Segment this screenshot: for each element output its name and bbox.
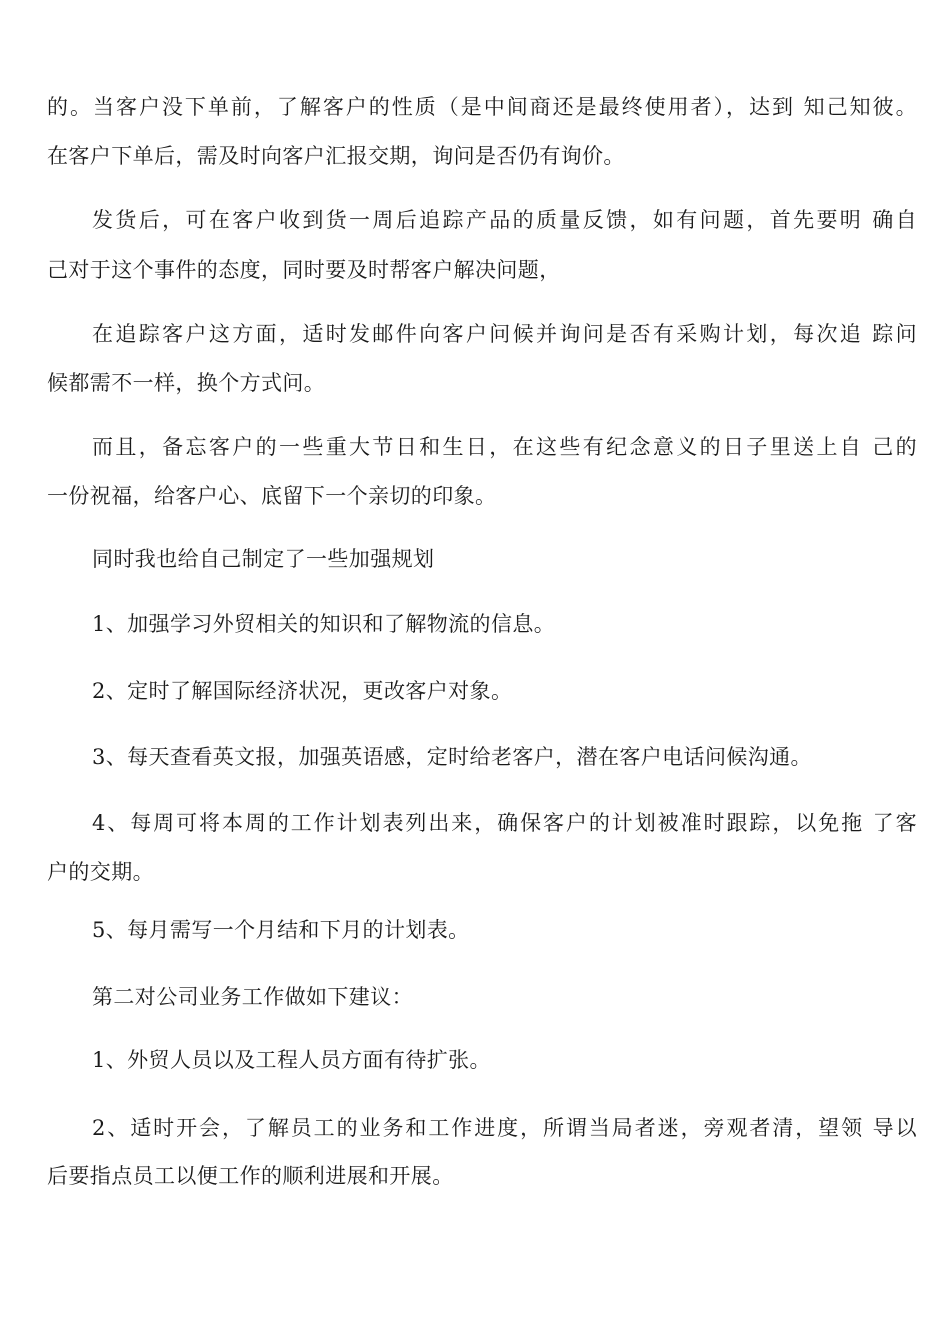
list-item: 2、定时了解国际经济状况，更改客户对象。 bbox=[92, 679, 513, 703]
list-item: 1、外贸人员以及工程人员方面有待扩张。 bbox=[92, 1048, 491, 1072]
list-item: 3、每天查看英文报，加强英语感，定时给老客户，潜在客户电话问候沟通。 bbox=[92, 745, 812, 769]
text-line: 候都需不一样，换个方式问。 bbox=[47, 371, 326, 395]
text-line: 户的交期。 bbox=[47, 860, 154, 884]
list-item: 1、加强学习外贸相关的知识和了解物流的信息。 bbox=[92, 612, 556, 636]
list-item: 2、适时开会，了解员工的业务和工作进度，所谓当局者迷，旁观者清，望领 导以 bbox=[92, 1116, 917, 1140]
section-heading: 第二对公司业务工作做如下建议： bbox=[92, 985, 413, 1009]
text-line: 在客户下单后，需及时向客户汇报交期，询问是否仍有询价。 bbox=[47, 144, 625, 168]
list-item: 5、每月需写一个月结和下月的计划表。 bbox=[92, 918, 470, 942]
list-item: 4、每周可将本周的工作计划表列出来，确保客户的计划被准时跟踪，以免拖 了客 bbox=[92, 811, 917, 835]
text-line: 的。当客户没下单前，了解客户的性质（是中间商还是最终使用者），达到 知己知彼。 bbox=[47, 95, 917, 119]
text-line: 后要指点员工以便工作的顺利进展和开展。 bbox=[47, 1164, 454, 1188]
text-line: 发货后，可在客户收到货一周后追踪产品的质量反馈，如有问题，首先要明 确自 bbox=[92, 208, 917, 232]
text-line: 一份祝福，给客户心、底留下一个亲切的印象。 bbox=[47, 484, 497, 508]
text-line: 同时我也给自己制定了一些加强规划 bbox=[92, 547, 435, 571]
text-line: 而且，备忘客户的一些重大节日和生日，在这些有纪念意义的日子里送上自 己的 bbox=[92, 435, 917, 459]
text-line: 在追踪客户这方面，适时发邮件向客户问候并询问是否有采购计划，每次追 踪问 bbox=[92, 322, 917, 346]
text-line: 己对于这个事件的态度，同时要及时帮客户解决问题， bbox=[47, 258, 561, 282]
